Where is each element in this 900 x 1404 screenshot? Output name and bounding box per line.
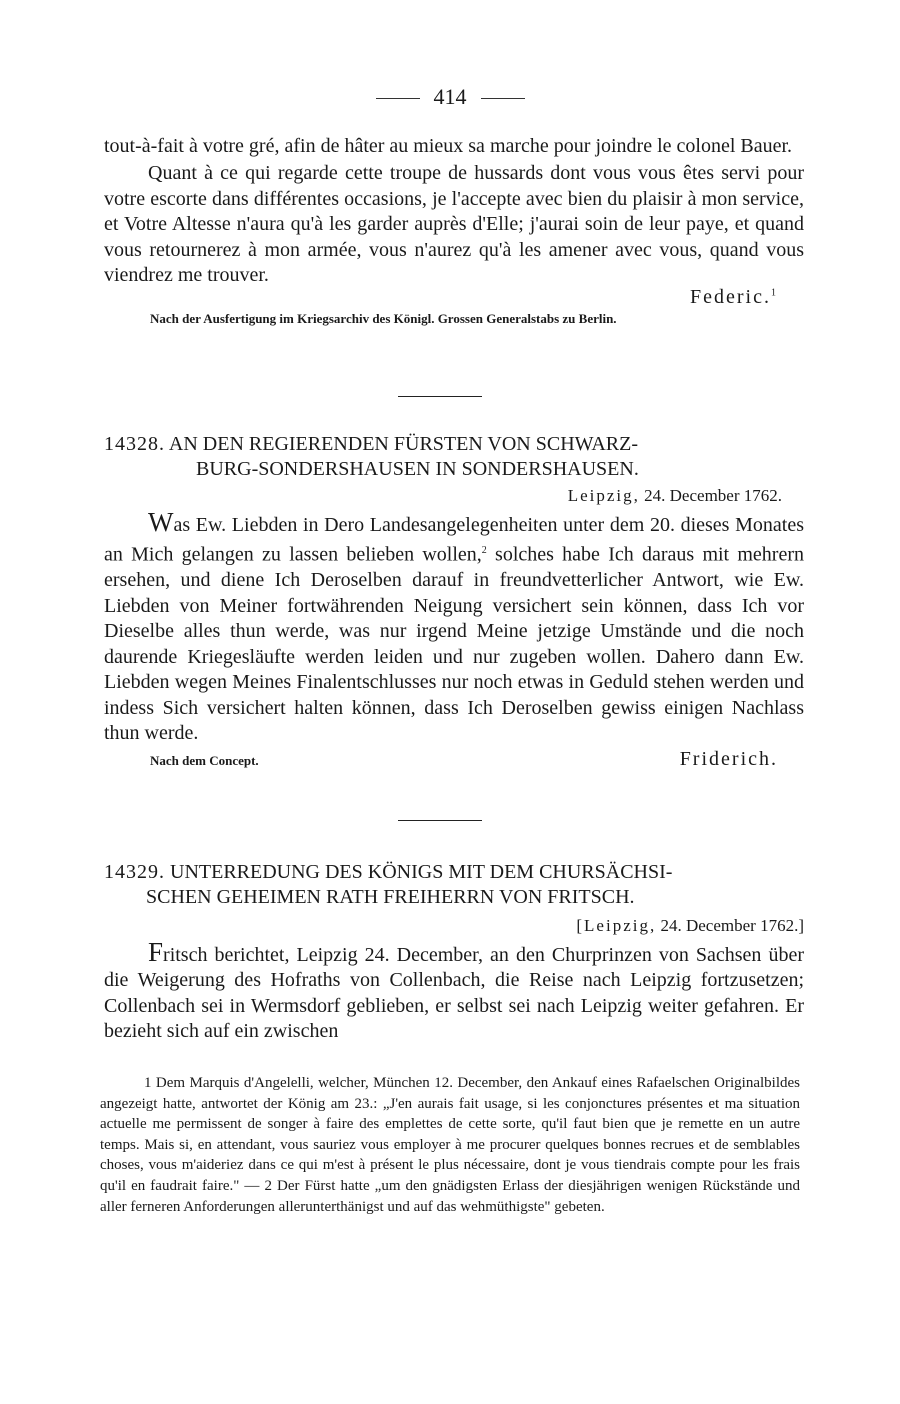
header-dash-left [376, 98, 420, 99]
letter-14328-footer [104, 748, 804, 771]
letter-14329-date-text: 24. December 1762.] [660, 916, 804, 935]
letter-14328-source: Nach dem Concept. [150, 753, 259, 769]
letter-14329-body [104, 937, 804, 1045]
continuation-letter [104, 134, 804, 327]
footnote-ref-1: 1 [771, 287, 778, 299]
footnotes [100, 1073, 800, 1217]
continuation-paragraph-1: tout-à-fait à votre gré, afin de hâter au mieux sa marche pour joindre le colonel Bauer. [104, 135, 793, 157]
signature-text: Federic. [690, 286, 771, 309]
continuation-source: Nach der Ausfertigung im Kriegsarchiv des Königl. Grossen Generalstabs zu Berlin. [150, 311, 617, 327]
page-number: 414 [433, 84, 467, 109]
footnote-1-text: Dem Marquis d'Angelelli, welcher, München 12. December, den Ankauf eines Rafaelschen Originalbildes angezeigt hatte, antwortet der König am 23.: „J'en aurais fait usage, si les conjonctures présentes et ma situation actuelle me permissent de songer à faire des emplettes de cette sorte, qu'il faut bien que je remette en un autre temps. Mais si, en attendant, vous sauriez vous employer à me procurer quelques bonnes recrues et de semblables choses, vous m'aideriez dans ce qui m'est à présent le plus nécessaire, dont je vous tiendrais compte pour les frais qu'il en faudrait faire." — [100, 1075, 800, 1194]
letter-14329 [104, 860, 804, 1045]
letter-14329-date [104, 916, 804, 936]
header-dash-right [481, 98, 525, 99]
continuation-signature-line [104, 286, 804, 309]
letter-14328-body-part1: as Ew. Liebden in Dero Landesangelegenheiten unter dem 20. dieses Monates an Mich gelangen zu lassen belieben wollen, [104, 514, 804, 567]
letter-14328-heading-line1: AN DEN REGIERENDEN FÜRSTEN VON SCHWARZ- [168, 433, 638, 455]
footnote-2-text: Der Fürst hatte „um den gnädigsten Erlass der diesjährigen wenigen Rückstände und aller ferneren Anforderungen allerunterthänigst und auf das wehmüthigste" gebeten. [100, 1177, 800, 1215]
continuation-signature [690, 286, 778, 309]
footnote-ref-2: 2 [481, 545, 487, 557]
letter-14329-heading-line1: UNTERREDUNG DES KÖNIGS MIT DEM CHURSÄCHSI- [170, 861, 673, 883]
section-divider-2 [398, 820, 482, 821]
footnote-2-mark: 2 [264, 1177, 272, 1194]
letter-14328-date-text: 24. December 1762. [644, 486, 782, 505]
footnote-1-mark: 1 [144, 1075, 152, 1091]
letter-14328-heading-line2: BURG-SONDERSHAUSEN IN SONDERSHAUSEN. [196, 458, 639, 480]
letter-14329-body-text: ritsch berichtet, Leipzig 24. December, an den Churprinzen von Sachsen über die Weigerung des Hofraths von Collenbach, die Reise nach Leipzig fortzusetzen; Collenbach sei in Wermsdorf geblieben, er selbst sei nach Leipzig weiter gefahren. Er bezieht sich auf ein zwischen [104, 944, 804, 1043]
letter-14328-body [104, 507, 805, 746]
letter-14328-dropcap: W [148, 507, 174, 537]
letter-14328-signature: Friderich. [679, 748, 778, 771]
letter-14329-place: [Leipzig, [576, 916, 657, 935]
letter-14328-number: 14328. [104, 433, 165, 455]
letter-14328 [104, 432, 804, 771]
letter-14329-dropcap: F [148, 937, 164, 967]
page-header [0, 84, 900, 110]
letter-14329-heading-line2: SCHEN GEHEIMEN RATH FREIHERRN VON FRITSCH. [146, 886, 635, 908]
continuation-paragraph-2: Quant à ce qui regarde cette troupe de hussards dont vous vous êtes servi pour votre escorte dans différentes occasions, je l'accepte avec bien du plaisir à mon service, et Votre Altesse n'aura qu'à les garder auprès d'Elle; j'aurai soin de leur paye, et quand vous retournerez à mon armée, vous n'aurez qu'à les amener avec vous, quand vous viendrez me trouver. [104, 162, 804, 287]
section-divider-1 [398, 396, 482, 397]
letter-14328-heading [104, 432, 804, 482]
letter-14329-heading [104, 860, 804, 910]
letter-14329-number: 14329. [104, 861, 165, 883]
letter-14328-place: Leipzig, [567, 486, 640, 505]
letter-14328-body-part2: solches habe Ich daraus mit mehrern ersehen, und diene Ich Deroselben darauf in freundvetterlicher Antwort, wie Ew. Liebden von Meiner fortwährenden Neigung versichert sein können, dass Ich vor Dieselbe alles thun werde, was nur irgend Meine jetzige Umstände und die noch daurende Kriegesläufte werden leiden und nur zugeben wollen. Dahero dann Ew. Liebden wegen Meines Finalentschlusses nur noch etwas in Geduld stehen werden und indess Sich versichert halten können, dass Ich Deroselben gewiss einigen Nachlass thun werde. [104, 544, 805, 744]
footnote-1 [100, 1073, 800, 1217]
letter-14328-date [104, 486, 804, 506]
